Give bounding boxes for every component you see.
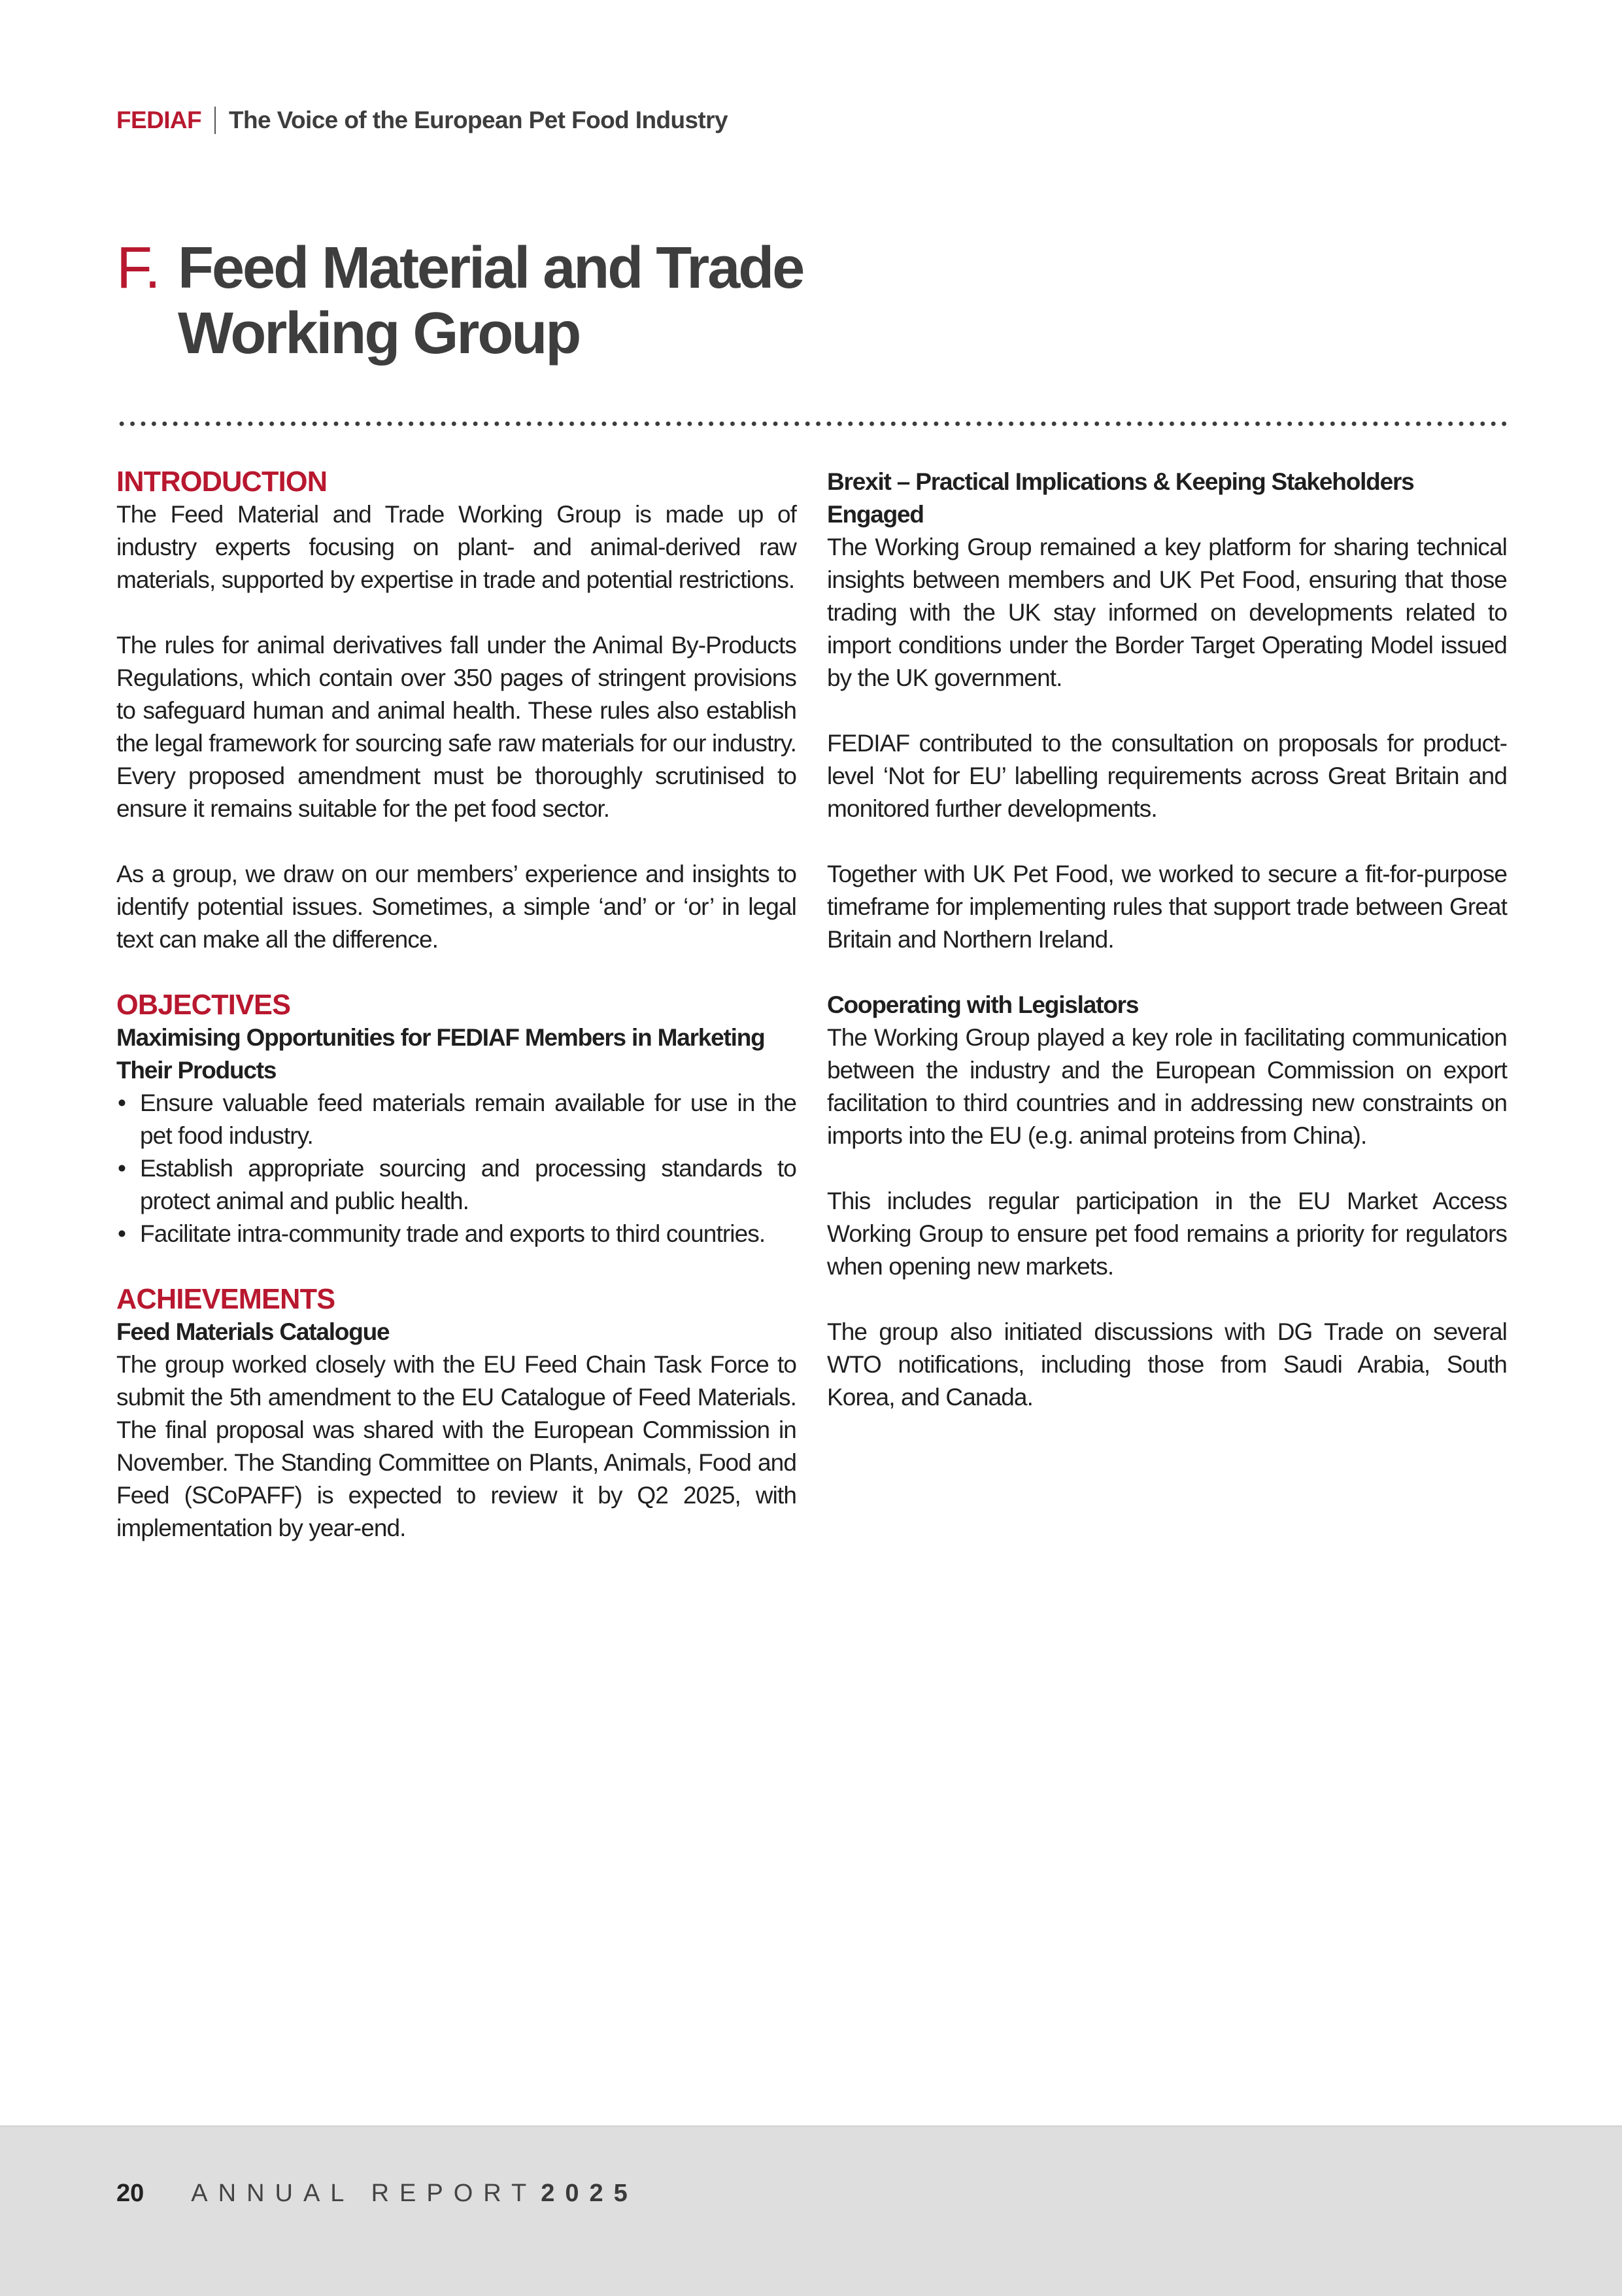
- brexit-section: [827, 466, 1507, 956]
- achievements-section: [116, 1283, 796, 1545]
- title-line: Feed Material and Trade: [178, 235, 803, 301]
- bullet-icon: •: [118, 1220, 126, 1247]
- paragraph: The Feed Material and Trade Working Group is made up of industry experts focusing on plant- and animal-derived raw materials, supported by expertise in trade and potential restrictions.: [116, 501, 796, 593]
- paragraph: The rules for animal derivatives fall under the Animal By-Products Regulations, which contain over 350 pages of stringent provisions to safeguard human and animal health. These rules also establish the legal framework for sourcing safe raw materials for our industry. Every proposed amendment must be thoroughly scrutinised to ensure it remains suitable for the pet food sector.: [116, 632, 796, 822]
- legislators-section: [827, 989, 1507, 1414]
- title-line: Working Group: [178, 301, 580, 366]
- paragraph: Together with UK Pet Food, we worked to secure a fit-for-purpose timeframe for implementing rules that support trade between Great Britain and Northern Ireland.: [827, 861, 1507, 953]
- paragraph: FEDIAF contributed to the consultation on proposals for product-level ‘Not for EU’ labelling requirements across Great Britain and monitored further developments.: [827, 730, 1507, 822]
- paragraph: As a group, we draw on our members’ experience and insights to identify potential issues. Sometimes, a simple ‘and’ or ‘or’ in legal text can make all the difference.: [116, 861, 796, 953]
- paragraph: The Working Group remained a key platform for sharing technical insights between members and UK Pet Food, ensuring that those trading with the UK stay informed on developments related to import conditions under the Border Target Operating Model issued by the UK government.: [827, 534, 1507, 691]
- subheading: Feed Materials Catalogue: [116, 1318, 390, 1345]
- brand-name: FEDIAF: [116, 107, 202, 133]
- objectives-section: [116, 989, 796, 1250]
- paragraph: This includes regular participation in the EU Market Access Working Group to ensure pet food remains a priority for regulators when opening new markets.: [827, 1188, 1507, 1280]
- section-title: [178, 235, 803, 366]
- list-item: • Ensure valuable feed materials remain available for use in the pet food industry.: [116, 1087, 796, 1152]
- section-heading: INTRODUCTION: [116, 466, 328, 498]
- paragraph: The Working Group played a key role in facilitating communication between the industry and the European Commission on export facilitation to third countries and in addressing new constraints on imports into the EU (e.g. animal proteins from China).: [827, 1024, 1507, 1149]
- paragraph: The group worked closely with the EU Feed Chain Task Force to submit the 5th amendment to the EU Catalogue of Feed Materials. The final proposal was shared with the European Commission in November. The Standing Committee on Plants, Animals, Food and Feed (SCoPAFF) is expected to review it by Q2 2025, with implementation by year-end.: [116, 1351, 796, 1541]
- page-title: [116, 235, 803, 366]
- subheading: Cooperating with Legislators: [827, 991, 1139, 1018]
- dotted-divider: [116, 421, 1509, 426]
- report-year: 2025: [541, 2180, 638, 2207]
- objectives-list: [116, 1087, 796, 1250]
- section-heading: ACHIEVEMENTS: [116, 1284, 335, 1315]
- page-footer: [0, 2125, 1622, 2296]
- header-separator: [214, 107, 216, 134]
- list-item: • Facilitate intra-community trade and exports to third countries.: [116, 1218, 796, 1250]
- section-heading: OBJECTIVES: [116, 989, 291, 1021]
- right-column: [827, 466, 1507, 1414]
- subheading: Maximising Opportunities for FEDIAF Members in Marketing Their Products: [116, 1024, 765, 1084]
- bullet-icon: •: [118, 1089, 126, 1116]
- page-header: [116, 105, 728, 136]
- section-letter: F.: [116, 235, 160, 301]
- page-number: 20: [116, 2180, 144, 2207]
- list-item: • Establish appropriate sourcing and processing standards to protect animal and public health.: [116, 1152, 796, 1218]
- report-label: ANNUAL REPORT: [191, 2180, 537, 2207]
- left-column: [116, 466, 796, 1545]
- header-tagline: The Voice of the European Pet Food Industry: [229, 107, 728, 133]
- paragraph: The group also initiated discussions with DG Trade on several WTO notifications, including those from Saudi Arabia, South Korea, and Canada.: [827, 1318, 1507, 1411]
- introduction-section: [116, 466, 796, 956]
- subheading: Brexit – Practical Implications & Keeping Stakeholders Engaged: [827, 468, 1414, 528]
- bullet-icon: •: [118, 1155, 126, 1182]
